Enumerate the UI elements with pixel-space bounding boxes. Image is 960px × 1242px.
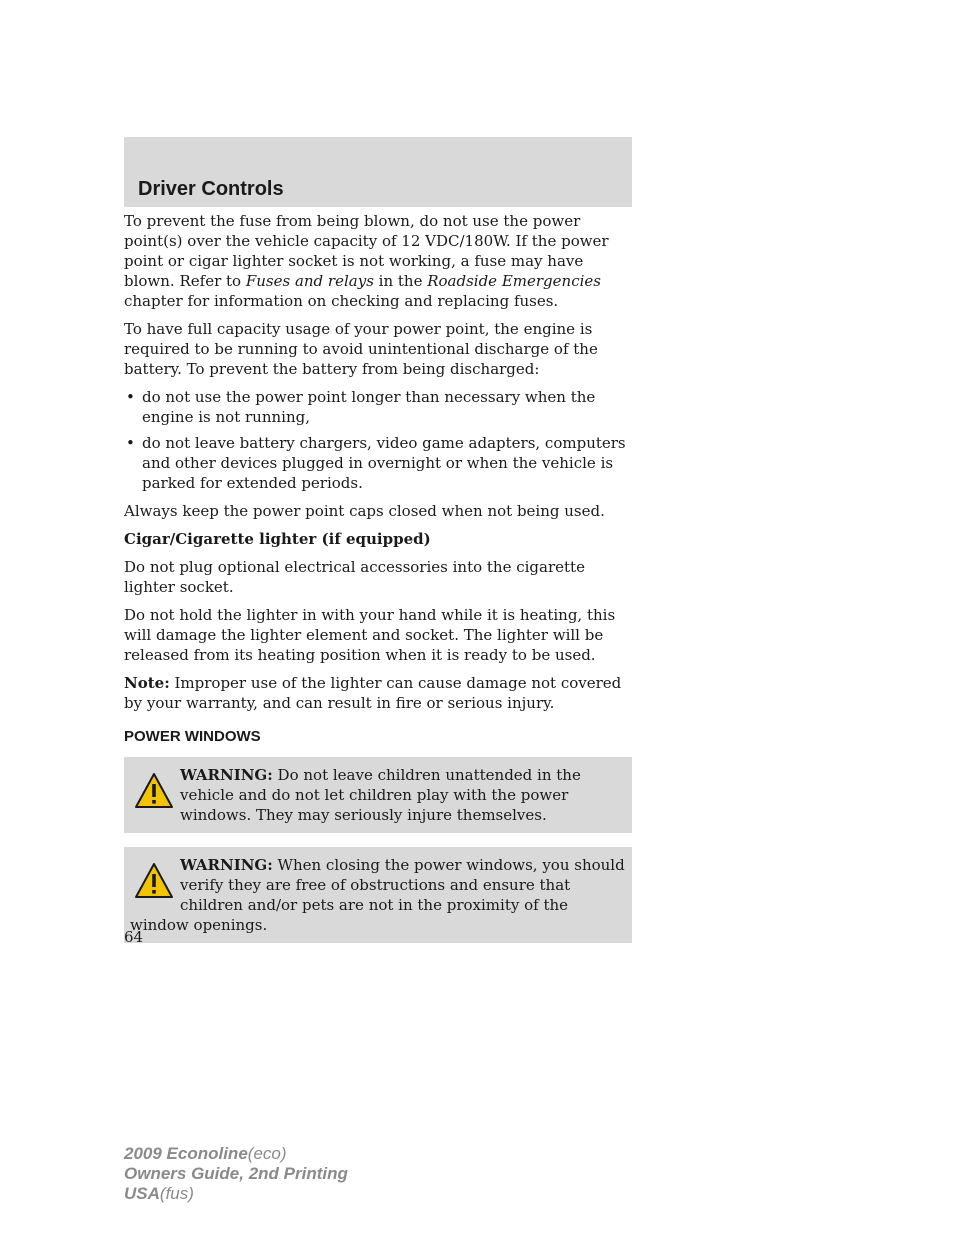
warning-box-children: WARNING: Do not leave children unattended in the vehicle and do not let children play with the power windows. They may seriously injure themselves. [124,757,632,833]
bullet-icon: • [126,388,135,406]
lighter-subheading: Cigar/Cigarette lighter (if equipped) [124,530,431,548]
footer-line-market: USA(fus) [124,1184,194,1203]
power-windows-heading: POWER WINDOWS [124,728,261,745]
section-header-band [124,137,632,207]
lighter-accessories-paragraph: Do not plug optional electrical accessories into the cigarette lighter socket. [124,558,585,596]
warning-label: WARNING: [180,856,273,874]
bullet-icon: • [126,434,135,452]
note-label: Note: [124,674,170,692]
battery-bullet-list [124,387,632,493]
page-number: 64 [124,928,144,946]
footer-line-guide: Owners Guide, 2nd Printing [124,1164,348,1183]
warning-box-obstructions: WARNING: When closing the power windows, you should verify they are free of obstructions and ensure that children and/or pets are not in the proximity of the window openings. [124,847,632,943]
lighter-heating-paragraph: Do not hold the lighter in with your hand while it is heating, this will damage the lighter element and socket. The lighter will be released from its heating position when it is ready to be used. [124,606,616,664]
footer-line-model: 2009 Econoline(eco) [124,1144,287,1163]
fuses-and-relays-reference: Fuses and relays [245,272,374,290]
warning-triangle-icon [134,861,174,901]
fuse-paragraph: To prevent the fuse from being blown, do not use the power point(s) over the vehicle capacity of 12 VDC/180W. If the power point or cigar lighter socket is not working, a fuse may have blown. Refer to Fuses and relays in the Roadside Emergencies chapter for information on checking and replacing fuses. [124,212,609,310]
caps-paragraph: Always keep the power point caps closed when not being used. [124,502,605,520]
warning-triangle-icon [134,771,174,811]
capacity-paragraph: To have full capacity usage of your power point, the engine is required to be running to avoid unintentional discharge of the battery. To prevent the battery from being discharged: [124,320,598,378]
document-footer [124,1144,348,1204]
warning-label: WARNING: [180,766,273,784]
roadside-emergencies-reference: Roadside Emergencies [427,272,601,290]
list-item: • do not use the power point longer than necessary when the engine is not running, [126,388,596,426]
list-item: • do not leave battery chargers, video game adapters, computers and other devices plugged in overnight or when the vehicle is parked for extended periods. [126,434,626,492]
note-paragraph: Note: Improper use of the lighter can cause damage not covered by your warranty, and can result in fire or serious injury. [124,674,622,712]
page-content [124,211,632,957]
section-title: Driver Controls [138,178,284,200]
